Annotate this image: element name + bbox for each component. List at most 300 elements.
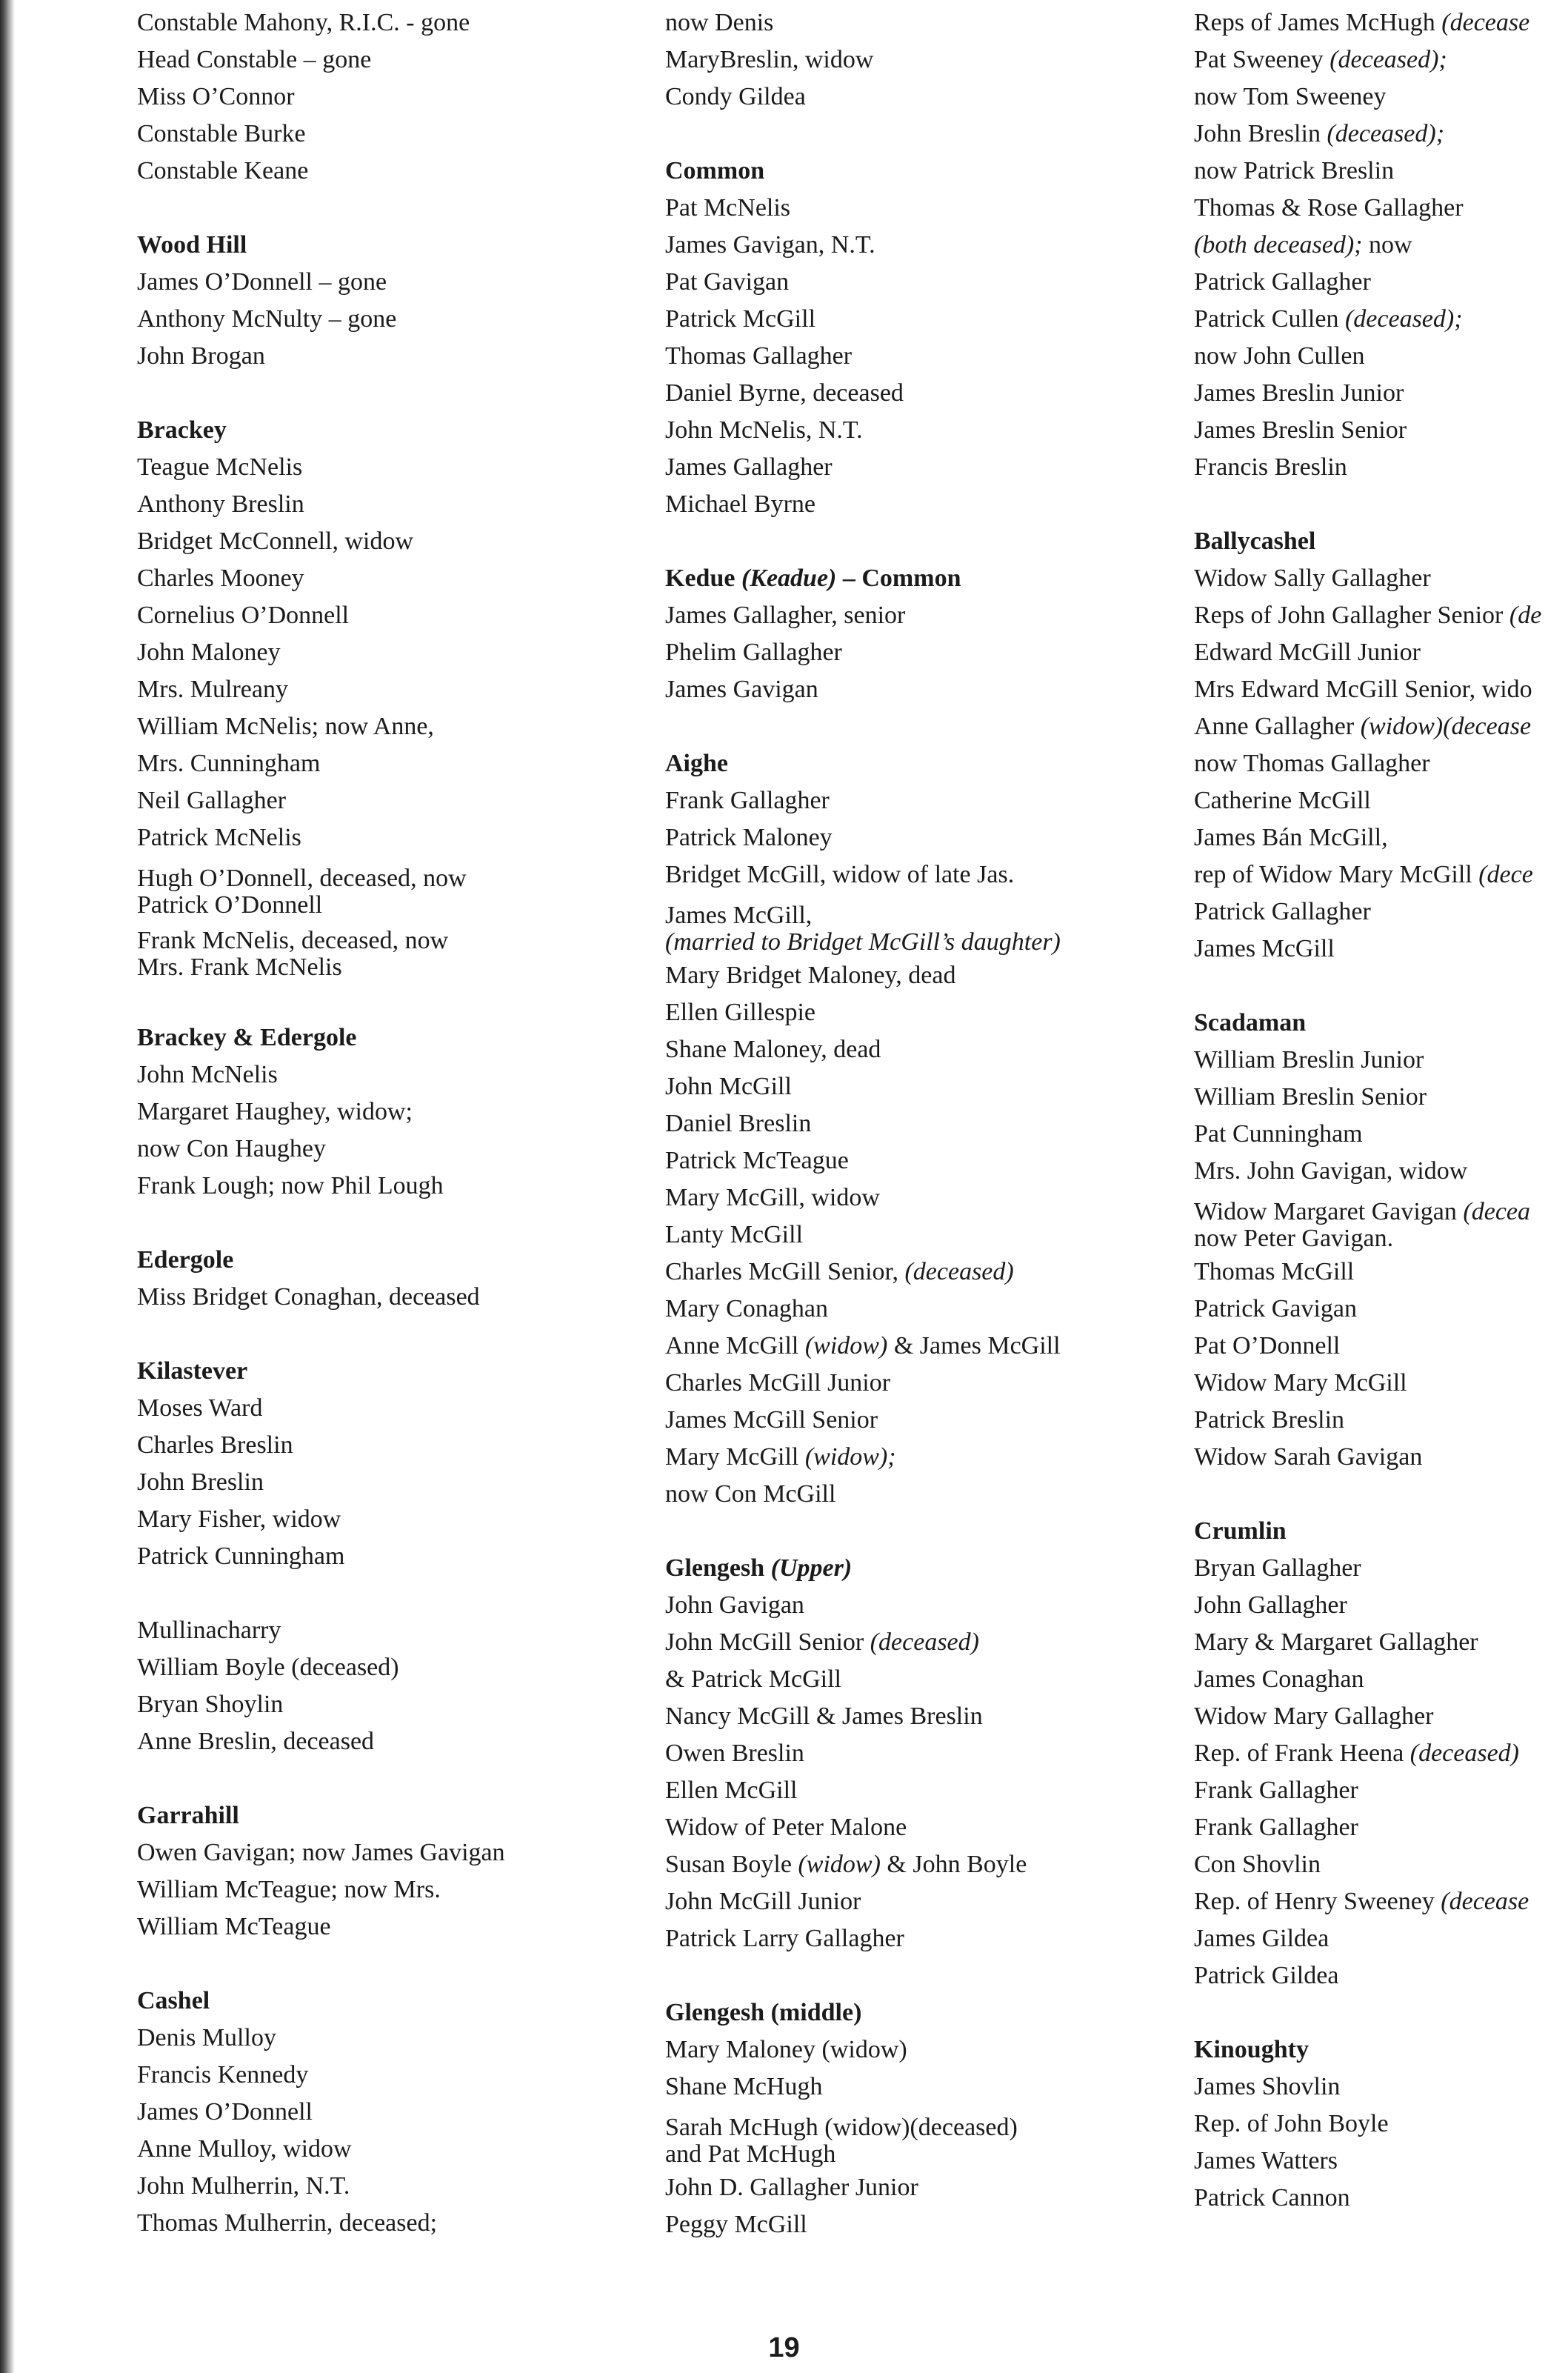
text-run: Charles McGill Senior, <box>665 1258 905 1285</box>
text-run: Phelim Gallagher <box>665 639 842 666</box>
name-entry <box>137 1686 505 1723</box>
name-entry <box>137 2205 505 2242</box>
text-run: Patrick Cunningham <box>137 1542 345 1570</box>
townland-heading <box>1194 2031 1541 2069</box>
name-entry <box>665 1883 1061 1920</box>
text-run: James Conaghan <box>1194 1665 1364 1693</box>
name-entry <box>1194 2180 1541 2217</box>
blank-line <box>665 523 1061 560</box>
townland-heading <box>665 745 1061 782</box>
text-run: Patrick Maloney <box>665 824 833 851</box>
name-entry <box>1194 1225 1541 1252</box>
text-run: John McGill <box>665 1073 792 1100</box>
name-entry <box>1194 190 1541 227</box>
text-run: James Gavigan <box>665 676 818 703</box>
name-entry <box>665 1402 1061 1439</box>
name-entry <box>137 597 505 634</box>
name-entry <box>137 1427 505 1464</box>
name-entry <box>665 597 1061 634</box>
name-entry <box>1194 1365 1541 1402</box>
name-entry <box>137 1908 505 1946</box>
text-run: James Breslin Junior <box>1194 379 1404 407</box>
name-entry <box>665 1291 1061 1328</box>
name-entry <box>665 902 1061 929</box>
name-entry <box>1194 1661 1541 1698</box>
blank-line <box>665 116 1061 153</box>
page-number: 19 <box>768 2332 800 2363</box>
text-run: Charles Breslin <box>137 1431 293 1459</box>
name-entry <box>137 708 505 745</box>
text-run: (deceased); <box>1327 120 1445 147</box>
name-entry <box>665 994 1061 1031</box>
text-run: Reps of John Gallagher Senior <box>1194 602 1509 629</box>
townland-heading <box>137 1797 505 1834</box>
scan-binding-edge <box>0 0 15 2373</box>
name-entry <box>137 41 505 79</box>
name-entry <box>1194 597 1541 634</box>
name-entry <box>665 1587 1061 1624</box>
name-entry <box>1194 1957 1541 1994</box>
name-entry <box>1194 1042 1541 1079</box>
text-run: (de <box>1509 602 1542 629</box>
text-run: William McNelis; now Anne, <box>137 713 434 740</box>
townland-heading <box>1194 523 1541 560</box>
text-run: Anne Mulloy, widow <box>137 2135 352 2163</box>
text-run: now Con McGill <box>665 1480 836 1508</box>
townland-heading <box>137 412 505 449</box>
text-run: Patrick Gallagher <box>1194 268 1371 296</box>
text-run: Frank Gallagher <box>1194 1777 1358 1804</box>
name-entry <box>137 449 505 486</box>
text-run: – Common <box>836 565 961 592</box>
name-entry <box>137 1056 505 1094</box>
text-run: John McGill Senior <box>665 1628 870 1656</box>
name-entry <box>665 1142 1061 1179</box>
column-3 <box>1194 4 1541 2217</box>
text-run: Widow Sarah Gavigan <box>1194 1443 1423 1471</box>
name-entry <box>665 41 1061 79</box>
text-run: Pat Gavigan <box>665 268 790 296</box>
text-run: James O’Donnell <box>137 2098 313 2126</box>
name-entry <box>137 153 505 190</box>
name-entry <box>137 560 505 597</box>
name-entry <box>137 865 505 892</box>
text-run: Edergole <box>137 1246 234 1274</box>
text-run: Glengesh (middle) <box>665 1999 862 2026</box>
name-entry <box>1194 819 1541 856</box>
name-entry <box>137 1501 505 1538</box>
text-run: Anne McGill <box>665 1332 805 1359</box>
text-run: Anne Breslin, deceased <box>137 1728 375 1755</box>
text-run: now <box>1362 231 1412 259</box>
text-run: Mrs. John Gavigan, widow <box>1194 1157 1468 1185</box>
name-entry <box>1194 893 1541 931</box>
text-run: Aighe <box>665 750 728 777</box>
text-run: Thomas Gallagher <box>665 342 853 370</box>
name-entry <box>1194 671 1541 708</box>
name-entry <box>665 79 1061 116</box>
name-entry <box>1194 449 1541 486</box>
text-run: now Patrick Breslin <box>1194 157 1395 184</box>
name-entry <box>1194 375 1541 412</box>
name-entry <box>665 2141 1061 2168</box>
name-entry <box>1194 1772 1541 1809</box>
text-run: Patrick Cannon <box>1194 2184 1350 2211</box>
text-run: Kilastever <box>137 1357 248 1385</box>
text-run: and Pat McHugh <box>665 2140 836 2168</box>
text-run: Sarah McHugh (widow)(deceased) <box>665 2114 1018 2141</box>
text-run: Michael Byrne <box>665 490 815 518</box>
name-entry <box>665 1217 1061 1254</box>
text-run: William McTeague; now Mrs. <box>137 1876 441 1903</box>
name-entry <box>137 2094 505 2131</box>
text-run: Patrick O’Donnell <box>137 891 323 919</box>
name-entry <box>1194 1439 1541 1476</box>
name-entry <box>1194 1079 1541 1116</box>
text-run: Reps of James McHugh <box>1194 9 1442 36</box>
name-entry <box>137 954 505 981</box>
name-entry <box>665 671 1061 708</box>
name-entry <box>665 1105 1061 1142</box>
townland-heading <box>665 153 1061 190</box>
text-run: Widow Mary Gallagher <box>1194 1703 1434 1730</box>
name-entry <box>1194 1698 1541 1735</box>
text-run: Widow Mary McGill <box>1194 1369 1407 1397</box>
blank-line <box>665 1957 1061 1994</box>
name-entry <box>665 856 1061 893</box>
blank-line <box>137 1316 505 1353</box>
name-entry <box>137 2131 505 2168</box>
text-run: Bryan Shoylin <box>137 1691 284 1718</box>
townland-heading <box>665 560 1061 597</box>
text-run: Glengesh <box>665 1554 771 1582</box>
text-run: Rep. of Henry Sweeney <box>1194 1888 1441 1915</box>
blank-line <box>137 1946 505 1983</box>
text-run: Shane Maloney, dead <box>665 1036 881 1063</box>
text-run: Mrs. Frank McNelis <box>137 953 342 981</box>
text-run: Widow Margaret Gavigan <box>1194 1198 1464 1225</box>
text-run: Denis Mulloy <box>137 2024 276 2051</box>
text-run: John Mulherrin, N.T. <box>137 2172 350 2200</box>
text-run: Cashel <box>137 1987 210 2014</box>
name-entry <box>665 1254 1061 1291</box>
name-entry <box>137 1649 505 1686</box>
name-entry <box>1194 79 1541 116</box>
text-run: Mary & Margaret Gallagher <box>1194 1628 1478 1656</box>
text-run: James Gavigan, N.T. <box>665 231 875 259</box>
text-run: Thomas & Rose Gallagher <box>1194 194 1464 222</box>
text-run: Patrick Gallagher <box>1194 898 1371 925</box>
text-run: (deceased) <box>1409 1740 1519 1767</box>
text-run: (deceased); <box>1330 46 1447 73</box>
name-entry <box>665 2169 1061 2206</box>
name-entry <box>137 928 505 954</box>
name-entry <box>665 957 1061 994</box>
text-run: Miss O’Connor <box>137 83 295 110</box>
townland-heading <box>137 227 505 264</box>
text-run: (deceased) <box>870 1628 979 1656</box>
name-entry <box>137 892 505 919</box>
name-entry <box>665 264 1061 301</box>
name-entry <box>1194 412 1541 449</box>
text-run: Pat Sweeney <box>1194 46 1330 73</box>
blank-line <box>137 1575 505 1612</box>
townland-heading <box>665 1994 1061 2031</box>
name-entry <box>665 1624 1061 1661</box>
townland-heading <box>665 1550 1061 1587</box>
name-entry <box>137 782 505 819</box>
text-run: Miss Bridget Conaghan, deceased <box>137 1283 480 1311</box>
text-run: William Breslin Junior <box>1194 1046 1424 1074</box>
text-run: Mullinacharry <box>137 1617 281 1644</box>
name-entry <box>665 1365 1061 1402</box>
text-run: James Bán McGill, <box>1194 824 1388 851</box>
name-entry <box>137 79 505 116</box>
name-entry <box>137 1464 505 1501</box>
text-run: Pat McNelis <box>665 194 791 222</box>
text-run: Thomas Mulherrin, deceased; <box>137 2209 438 2237</box>
name-entry <box>1194 1402 1541 1439</box>
name-entry <box>1194 634 1541 671</box>
text-run: Mrs Edward McGill Senior, wido <box>1194 676 1532 703</box>
name-entry <box>137 2168 505 2205</box>
name-entry <box>137 4 505 41</box>
text-run: Bridget McGill, widow of late Jas. <box>665 861 1015 888</box>
text-run: James Watters <box>1194 2147 1338 2174</box>
name-entry <box>137 264 505 301</box>
name-entry <box>137 1094 505 1131</box>
blank-line <box>137 190 505 227</box>
text-run: Mrs. Cunningham <box>137 750 321 777</box>
text-run: James O’Donnell – gone <box>137 268 387 296</box>
townland-heading <box>137 1242 505 1279</box>
text-run: Frank Lough; now Phil Lough <box>137 1172 444 1199</box>
name-entry <box>137 1834 505 1871</box>
text-run: Francis Kennedy <box>137 2061 309 2089</box>
name-entry <box>665 4 1061 41</box>
name-entry <box>137 2057 505 2094</box>
text-run: Constable Mahony, R.I.C. - gone <box>137 9 470 36</box>
text-run: John McNelis <box>137 1061 278 1088</box>
name-entry <box>137 819 505 856</box>
name-entry <box>137 523 505 560</box>
text-run: John Breslin <box>137 1468 264 1496</box>
name-entry <box>665 1031 1061 1068</box>
text-run: Frank McNelis, deceased, now <box>137 927 449 954</box>
text-run: Francis Breslin <box>1194 453 1347 481</box>
text-run: John McGill Junior <box>665 1888 861 1915</box>
townland-heading <box>137 1019 505 1056</box>
blank-line <box>137 1205 505 1242</box>
name-entry <box>137 671 505 708</box>
text-run: Anthony McNulty – gone <box>137 305 397 333</box>
text-run: Teague McNelis <box>137 453 303 481</box>
name-entry <box>665 819 1061 856</box>
name-entry <box>1194 708 1541 745</box>
text-run: (widow)(decease <box>1360 713 1532 740</box>
text-run: James McGill <box>1194 935 1335 962</box>
blank-line <box>1194 1476 1541 1513</box>
name-entry <box>137 116 505 153</box>
text-run: Charles Mooney <box>137 565 304 592</box>
name-entry <box>137 1279 505 1316</box>
text-run: Mary Fisher, widow <box>137 1505 341 1533</box>
name-entry <box>665 1179 1061 1217</box>
text-run: James Gallagher <box>665 453 833 481</box>
text-run: Cornelius O’Donnell <box>137 602 350 629</box>
name-entry <box>1194 1291 1541 1328</box>
name-entry <box>1194 2106 1541 2143</box>
text-run: (deceased); <box>1344 305 1463 333</box>
blank-line <box>1194 486 1541 523</box>
text-run: Moses Ward <box>137 1394 263 1422</box>
name-entry <box>1194 1199 1541 1225</box>
townland-heading <box>137 1353 505 1390</box>
text-run: Patrick McNelis <box>137 824 301 851</box>
name-entry <box>1194 560 1541 597</box>
text-run: Nancy McGill & James Breslin <box>665 1703 983 1730</box>
name-entry <box>665 2114 1061 2141</box>
text-run: Scadaman <box>1194 1009 1307 1036</box>
text-run: Pat O’Donnell <box>1194 1332 1341 1359</box>
text-run: Frank Gallagher <box>665 787 830 814</box>
text-run: Rep. of John Boyle <box>1194 2110 1389 2137</box>
text-run: Patrick Gildea <box>1194 1962 1339 1989</box>
name-entry <box>137 1723 505 1760</box>
townland-heading <box>1194 1513 1541 1550</box>
name-entry <box>665 1328 1061 1365</box>
text-run: Pat Cunningham <box>1194 1120 1363 1148</box>
text-run: now Thomas Gallagher <box>1194 750 1430 777</box>
name-entry <box>665 375 1061 412</box>
text-run: Charles McGill Junior <box>665 1369 891 1397</box>
text-run: Owen Breslin <box>665 1740 804 1767</box>
text-run: Patrick Larry Gallagher <box>665 1925 904 1952</box>
blank-line <box>1194 1994 1541 2031</box>
name-entry <box>665 1661 1061 1698</box>
text-run: (married to Bridget McGill’s daughter) <box>665 928 1061 956</box>
name-entry <box>1194 2069 1541 2106</box>
text-run: Common <box>665 157 765 184</box>
text-run: & John Boyle <box>880 1851 1027 1878</box>
text-run: Mrs. Mulreany <box>137 676 288 703</box>
text-run: James McGill, <box>665 902 813 929</box>
text-run: (decease <box>1441 1888 1529 1915</box>
text-run: now Tom Sweeney <box>1194 83 1387 110</box>
text-run: Ballycashel <box>1194 527 1316 555</box>
name-entry <box>665 2031 1061 2069</box>
text-run: Mary Conaghan <box>665 1295 829 1322</box>
name-entry <box>665 1068 1061 1105</box>
text-run: (both deceased); <box>1194 231 1363 259</box>
text-run: Patrick Cullen <box>1194 305 1345 333</box>
name-entry <box>1194 2143 1541 2180</box>
name-entry <box>137 1612 505 1649</box>
text-run: Condy Gildea <box>665 83 806 110</box>
text-run: Widow Sally Gallagher <box>1194 565 1431 592</box>
name-entry <box>1194 264 1541 301</box>
text-run: Daniel Breslin <box>665 1110 812 1137</box>
text-run: (Keadue) <box>741 565 837 592</box>
column-2 <box>665 4 1061 2243</box>
text-run: (widow) <box>804 1332 888 1359</box>
text-run: Owen Gavigan; now James Gavigan <box>137 1839 505 1866</box>
name-entry <box>665 1476 1061 1513</box>
text-run: Neil Gallagher <box>137 787 287 814</box>
text-run: Patrick McGill <box>665 305 816 333</box>
name-entry <box>665 1846 1061 1883</box>
text-run: Ellen McGill <box>665 1777 798 1804</box>
text-run: MaryBreslin, widow <box>665 46 874 73</box>
text-run: James McGill Senior <box>665 1406 878 1434</box>
name-entry <box>665 1920 1061 1957</box>
name-entry <box>1194 116 1541 153</box>
text-run: James Shovlin <box>1194 2073 1341 2100</box>
townland-heading <box>1194 1005 1541 1042</box>
text-run: Bryan Gallagher <box>1194 1554 1361 1582</box>
text-run: Shane McHugh <box>665 2073 823 2100</box>
text-run: Constable Burke <box>137 120 306 147</box>
text-run: John Gallagher <box>1194 1591 1347 1619</box>
name-entry <box>1194 782 1541 819</box>
text-run: rep of Widow Mary McGill <box>1194 861 1479 888</box>
text-run: Thomas McGill <box>1194 1258 1355 1285</box>
text-run: Patrick Breslin <box>1194 1406 1345 1434</box>
name-entry <box>665 1809 1061 1846</box>
text-run: John Maloney <box>137 639 281 666</box>
name-entry <box>665 1439 1061 1476</box>
text-run: (widow) <box>798 1851 881 1878</box>
text-run: (dece <box>1478 861 1533 888</box>
text-run: Ellen Gillespie <box>665 999 816 1026</box>
blank-line <box>137 1760 505 1797</box>
text-run: now Peter Gavigan. <box>1194 1225 1394 1252</box>
text-run: Lanty McGill <box>665 1221 804 1248</box>
name-entry <box>1194 856 1541 893</box>
text-run: Hugh O’Donnell, deceased, now <box>137 865 467 892</box>
name-entry <box>665 2069 1061 2106</box>
name-entry <box>137 1538 505 1575</box>
text-run: William Breslin Senior <box>1194 1083 1427 1111</box>
name-entry <box>665 190 1061 227</box>
blank-line <box>137 375 505 412</box>
name-entry <box>665 2206 1061 2243</box>
text-run: Mary Maloney (widow) <box>665 2036 907 2063</box>
name-entry <box>1194 1153 1541 1190</box>
name-entry <box>1194 4 1541 41</box>
name-entry <box>137 486 505 523</box>
text-run: Kinoughty <box>1194 2036 1309 2063</box>
text-run: Edward McGill Junior <box>1194 639 1421 666</box>
name-entry <box>1194 153 1541 190</box>
text-run: Daniel Byrne, deceased <box>665 379 904 407</box>
name-entry <box>665 1698 1061 1735</box>
text-run: Head Constable – gone <box>137 46 372 73</box>
text-run: William Boyle (deceased) <box>137 1654 399 1681</box>
name-entry <box>137 301 505 338</box>
text-run: John McNelis, N.T. <box>665 416 863 444</box>
blank-line <box>137 982 505 1019</box>
text-run: Mary McGill <box>665 1443 805 1471</box>
blank-line <box>1194 968 1541 1005</box>
name-entry <box>137 2020 505 2057</box>
name-entry <box>665 301 1061 338</box>
name-entry <box>137 1168 505 1205</box>
name-entry <box>1194 745 1541 782</box>
name-entry <box>1194 338 1541 375</box>
townland-heading <box>137 1983 505 2020</box>
blank-line <box>665 1513 1061 1550</box>
